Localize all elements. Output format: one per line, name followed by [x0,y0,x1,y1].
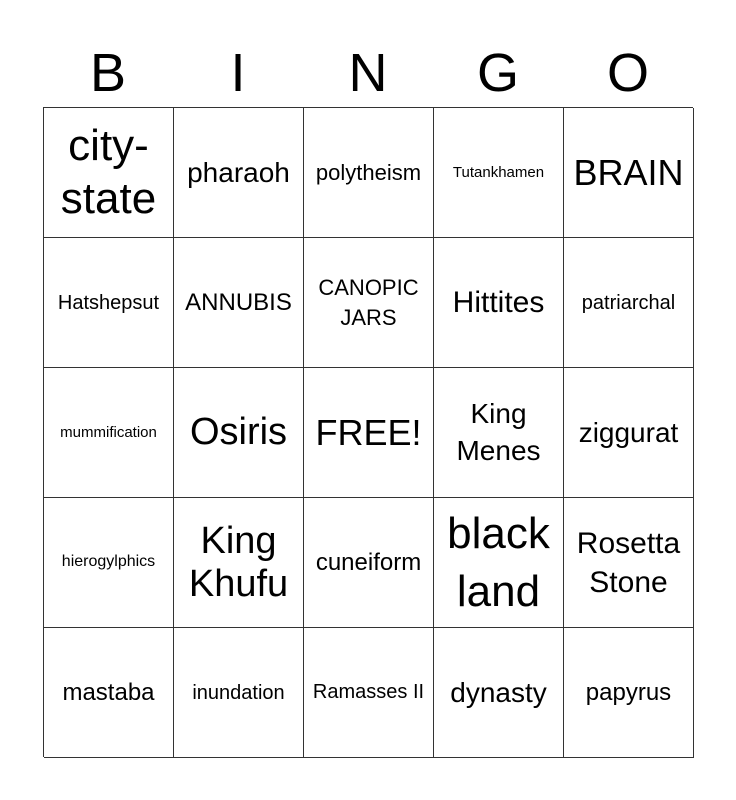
free-space-label: FREE! [315,411,422,453]
cell-label: King Khufu [188,519,289,605]
cell-label: Rosetta Stone [576,526,681,599]
bingo-cell-r4c3[interactable] [304,498,434,628]
header-letter-g: G [476,43,519,103]
bingo-cell-r5c3[interactable] [304,628,434,758]
bingo-cell-r1c1[interactable] [44,108,174,238]
bingo-cell-r5c1[interactable] [44,628,174,758]
cell-label: ziggurat [578,416,679,448]
cell-label: Hittites [452,286,545,319]
bingo-cell-r1c3[interactable] [304,108,434,238]
bingo-cell-r1c5[interactable] [564,108,694,238]
bingo-cell-r1c4[interactable] [434,108,564,238]
cell-label: King Menes [456,398,541,466]
cell-label: inundation [192,681,285,704]
cell-label: hierogylphics [61,553,156,571]
bingo-cell-r3c5[interactable] [564,368,694,498]
bingo-cell-r4c5[interactable] [564,498,694,628]
bingo-cell-free[interactable] [304,368,434,498]
cell-label: patriarchal [581,291,676,314]
bingo-cell-r5c2[interactable] [174,628,304,758]
cell-label: mastaba [62,678,155,706]
bingo-cell-r1c2[interactable] [174,108,304,238]
bingo-header [43,40,693,106]
cell-label: papyrus [585,678,672,706]
bingo-cell-r4c4[interactable] [434,498,564,628]
cell-label: BRAIN [573,151,684,193]
cell-label: mummification [60,423,157,441]
cell-label: Osiris [189,411,288,454]
cell-label: black land [447,509,550,616]
cell-label: Hatshepsut [57,291,160,314]
bingo-cell-r5c5[interactable] [564,628,694,758]
header-letter-n: N [348,43,388,103]
cell-label: ANNUBIS [185,288,292,316]
bingo-cell-r2c1[interactable] [44,238,174,368]
cell-label: dynasty [450,676,547,708]
bingo-cell-r2c3[interactable] [304,238,434,368]
bingo-cell-r2c2[interactable] [174,238,304,368]
header-letter-o: O [606,43,649,103]
bingo-board [43,107,693,757]
bingo-cell-r2c4[interactable] [434,238,564,368]
bingo-cell-r4c1[interactable] [44,498,174,628]
cell-label: Tutankhamen [452,163,545,181]
cell-label: pharaoh [187,156,290,188]
cell-label: Ramasses II [312,681,425,703]
bingo-cell-r3c4[interactable] [434,368,564,498]
bingo-cell-r3c2[interactable] [174,368,304,498]
cell-label: CANOPIC JARS [318,274,419,330]
cell-label: cuneiform [315,548,422,576]
cell-label: polytheism [315,159,422,185]
bingo-cell-r3c1[interactable] [44,368,174,498]
header-letter-i: I [230,43,246,103]
bingo-cell-r4c2[interactable] [174,498,304,628]
cell-label: city-state [60,120,157,223]
header-letter-b: B [89,43,127,103]
bingo-cell-r5c4[interactable] [434,628,564,758]
bingo-cell-r2c5[interactable] [564,238,694,368]
